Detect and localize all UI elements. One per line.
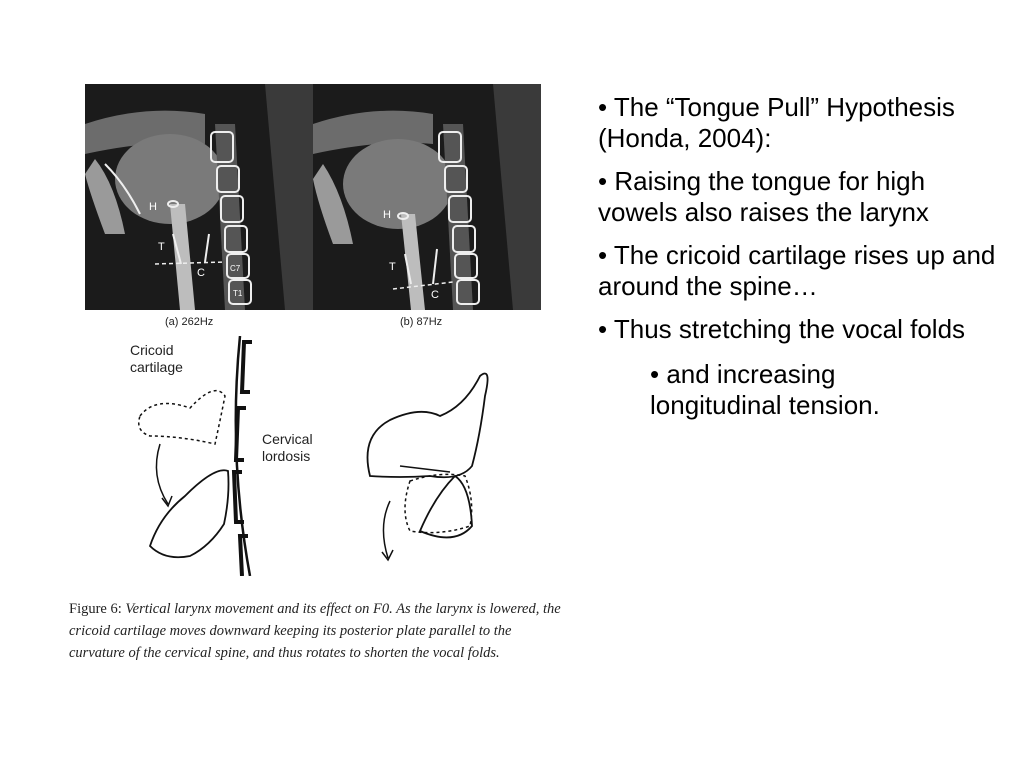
bullet-item: • Raising the tongue for high vowels also raises the larynx <box>598 166 929 227</box>
mri-label-h: H <box>383 209 391 221</box>
bullet-item: • The “Tongue Pull” Hypothesis (Honda, 2004): <box>598 92 955 153</box>
mri-label-t: T <box>389 261 396 273</box>
mri-image-a <box>85 84 313 310</box>
larynx-figure <box>60 80 560 700</box>
bullet-item: • Thus stretching the vocal folds <box>598 314 966 344</box>
cricoid-cartilage-label: Cricoid cartilage <box>130 342 183 375</box>
cervical-lordosis-label: Cervical lordosis <box>262 431 313 464</box>
mri-label-c: C <box>431 289 439 301</box>
mri-caption-a: (a) 262Hz <box>165 316 214 328</box>
figure-caption-lead: Figure 6: <box>69 601 122 617</box>
mri-label-t: T <box>158 241 165 253</box>
mri-label-t1: T1 <box>233 289 243 298</box>
cricoid-diagram <box>120 336 560 576</box>
bullet-item: • The cricoid cartilage rises up and around the spine… <box>598 240 996 301</box>
mri-image-b <box>313 84 541 310</box>
mri-label-c: C <box>197 267 205 279</box>
mri-label-h: H <box>149 201 157 213</box>
mri-label-c7: C7 <box>230 264 241 273</box>
figure-caption-body: Vertical larynx movement and its effect on F0. As the larynx is lowered, the cricoid cartilage moves downward keeping its posterior plate parallel to the curvature of the cervical spine, and thus rotates to shorten the vocal folds. <box>69 601 561 661</box>
sub-bullet-item: • and increasing longitudinal tension. <box>650 359 880 420</box>
mri-caption-b: (b) 87Hz <box>400 316 443 328</box>
figure-caption <box>69 598 564 664</box>
bullet-list <box>598 92 1008 433</box>
